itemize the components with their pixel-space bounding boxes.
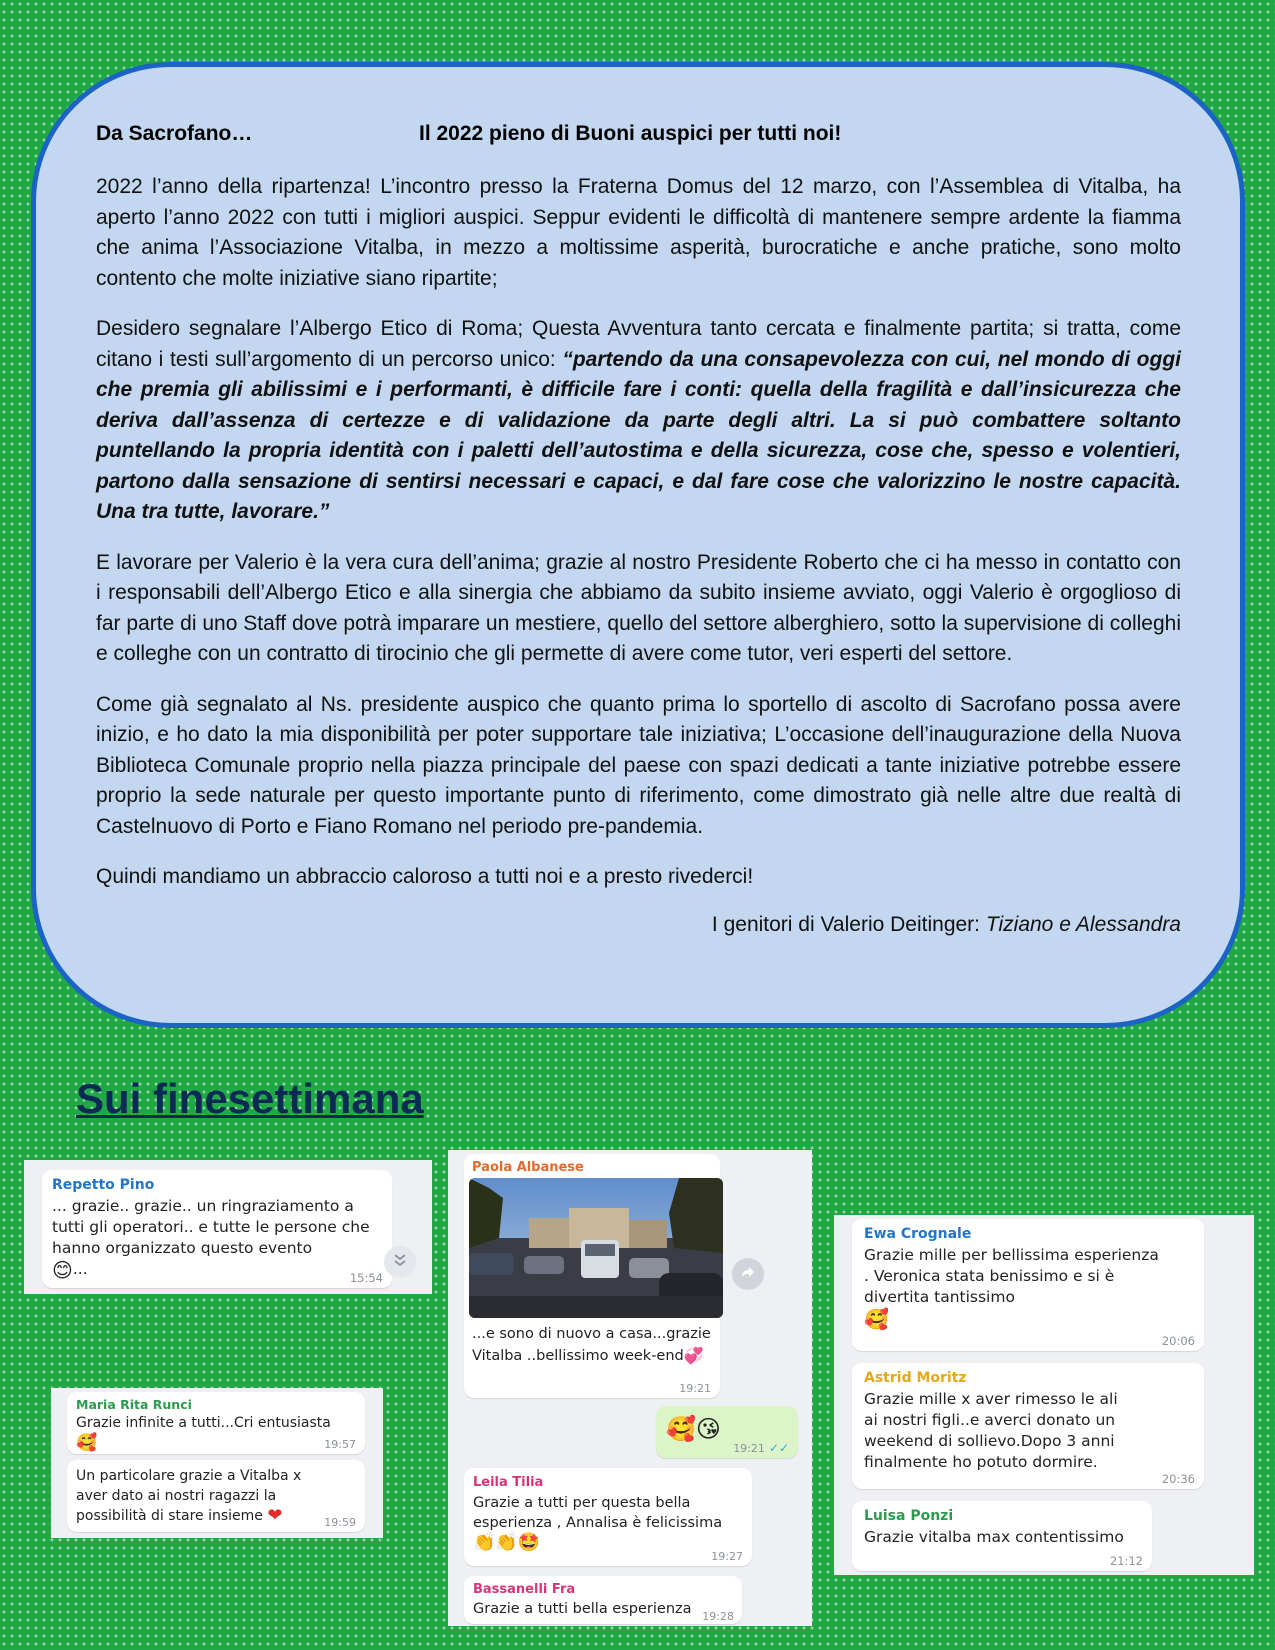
paragraph-5: Quindi mandiamo un abbraccio caloroso a tutti noi e a presto rivederci! (96, 865, 754, 888)
message-text: Grazie vitalba max contentissimo (864, 1528, 1124, 1546)
smiling-hearts-emoji-icon: 🥰 (864, 1306, 889, 1331)
photo-street-parking[interactable] (469, 1178, 723, 1318)
chat-message (67, 1460, 365, 1532)
sender-name: Repetto Pino (52, 1177, 155, 1193)
own-message-time: 19:21 (733, 1442, 765, 1455)
article-title: Il 2022 pieno di Buoni auspici per tutti noi! (419, 122, 842, 145)
paragraph-2 (96, 314, 1181, 528)
message-ellipsis: ... (72, 1260, 88, 1278)
red-heart-emoji-icon: ❤ (267, 1505, 283, 1526)
message-body: Grazie mille per bellissima esperienza . Veronica stata benissimo e si è divertita tantissimo (864, 1246, 1159, 1306)
message-time: 19:57 (324, 1438, 356, 1451)
message-text (473, 1493, 743, 1553)
message-time: 19:27 (711, 1550, 743, 1563)
sender-name: Maria Rita Runci (76, 1397, 192, 1412)
sender-name: Leila Tilia (473, 1475, 544, 1490)
chat-message (852, 1363, 1204, 1489)
message-time: 19:21 (679, 1382, 711, 1395)
signature (96, 913, 1181, 937)
own-message (656, 1406, 798, 1458)
section-title: Sui finesettimana (76, 1075, 424, 1122)
two-hearts-emoji-icon: 💞 (683, 1346, 704, 1365)
chat-message (852, 1219, 1204, 1351)
paragraph-2-intro: Desidero segnalare l’Albergo Etico di Roma; Questa Avventura tanto cercata e finalmente partita; si tratta, come citano i testi sull’argomento di un percorso unico: (96, 317, 1181, 371)
message-time: 19:59 (324, 1516, 356, 1529)
read-ticks-icon: ✓✓ (768, 1441, 789, 1455)
message-text (76, 1466, 334, 1526)
scroll-down-button[interactable] (384, 1246, 416, 1278)
double-chevron-down-icon (392, 1252, 408, 1273)
signature-prefix: I genitori di Valerio Deitinger: (711, 912, 986, 936)
clapping-star-struck-emoji-icon: 👏👏🤩 (473, 1532, 541, 1553)
article-from: Da Sacrofano… (96, 122, 253, 145)
message-text (52, 1196, 382, 1280)
chat-screenshot-2 (51, 1388, 383, 1538)
sender-name: Luisa Ponzi (864, 1508, 954, 1524)
chat-screenshot-1 (24, 1160, 432, 1294)
smile-emoji-icon: 😊 (52, 1257, 73, 1282)
message-text: Grazie a tutti bella esperienza (473, 1601, 692, 1617)
smiling-hearts-emoji-icon: 🥰 (76, 1433, 98, 1453)
article-body (96, 122, 1181, 937)
message-time: 20:36 (1161, 1472, 1195, 1486)
smiling-hearts-kiss-emoji-icon: 🥰😘 (666, 1415, 721, 1443)
sender-name: Astrid Moritz (864, 1370, 967, 1386)
signature-names: Tiziano e Alessandra (985, 912, 1181, 936)
message-body: Grazie infinite a tutti...Cri entusiasta (76, 1415, 331, 1431)
forward-button[interactable] (732, 1258, 764, 1290)
message-text (864, 1245, 1164, 1329)
chat-screenshot-3 (448, 1150, 812, 1626)
message-body: ... grazie.. grazie.. un ringraziamento a tutti gli operatori.. e tutte le persone che hanno organizzato questo evento (52, 1197, 370, 1257)
message-body: Grazie a tutti per questa bella esperienza , Annalisa è felicissima (473, 1495, 723, 1531)
message-time: 19:28 (702, 1610, 734, 1623)
paragraph-4: Come già segnalato al Ns. presidente auspico che quanto prima lo sportello di ascolto di Sacrofano possa avere inizio, e ho dato la mia disponibilità per poter supportare tale iniziativa; L’occasione dell’inaugurazione della Nuova Biblioteca Comunale proprio nella piazza principale del paese con spazi dedicati a tante iniziative potrebbe essere proprio la sede naturale per questo importante punto di riferimento, come dimostrato già nelle altre due realtà di Castelnuovo di Porto e Fiano Romano nel periodo pre-pandemia. (96, 692, 1181, 838)
message-time (733, 1441, 789, 1455)
chat-message (67, 1392, 365, 1454)
sender-name: Bassanelli Fra (473, 1582, 576, 1597)
forward-arrow-icon (740, 1264, 756, 1285)
chat-message (464, 1154, 720, 1398)
article-heading (96, 122, 1181, 146)
chat-screenshot-4 (834, 1215, 1254, 1575)
article-panel (31, 62, 1245, 1028)
paragraph-1: 2022 l’anno della ripartenza! L’incontro presso la Fraterna Domus del 12 marzo, con l’Assemblea di Vitalba, ha aperto l’anno 2022 con tutti i migliori auspici. Seppur evidenti le difficoltà di mantenere sempre ardente la fiamma che anima l’Associazione Vitalba, in mezzo a moltissime asperità, burocratiche e anche pratiche, sono molto contento che molte iniziative siano ripartite; (96, 175, 1181, 290)
message-body: ...e sono di nuovo a casa...grazie Vitalba ..bellissimo week-end (472, 1326, 711, 1364)
chat-message (464, 1576, 742, 1624)
chat-message (852, 1501, 1152, 1571)
paragraph-2-quote: “partendo da una consapevolezza con cui, nel mondo di oggi che premia gli abilissimi e i performanti, è difficile fare i conti: quella della fragilità e dall’insicurezza che deriva dall’assenza di certezze e di validazione da parte degli altri. La si può combattere soltanto puntellando la propria identità con i paletti dell’autostima e della sicurezza, cose che, spesso e volentieri, partono dalla sensazione di sentirsi necessari e capaci, e dal fare cose che valorizzino le nostre capacità. Una tra tutte, lavorare.” (96, 347, 1181, 523)
chat-message (464, 1468, 752, 1566)
message-time: 20:06 (1161, 1334, 1195, 1348)
message-text (76, 1413, 356, 1453)
message-body: Un particolare grazie a Vitalba x aver dato ai nostri ragazzi la possibilità di stare insieme (76, 1468, 302, 1524)
message-time: 21:12 (1109, 1554, 1143, 1568)
message-text (472, 1323, 712, 1367)
chat-message (42, 1170, 392, 1288)
paragraph-3: E lavorare per Valerio è la vera cura dell’anima; grazie al nostro Presidente Roberto che ci ha messo in contatto con i responsabili dell’Albergo Etico e alla sinergia che abbiamo da subito insieme avviato, oggi Valerio è orgoglioso di far parte di uno Staff dove potrà imparare un mestiere, quello del settore alberghiero, sotto la supervisione di colleghi e colleghe con un contratto di tirocinio che gli permette di avere come tutor, veri esperti del settore. (96, 550, 1181, 665)
message-time: 15:54 (349, 1271, 383, 1285)
sender-name: Paola Albanese (472, 1160, 584, 1175)
message-text: Grazie mille x aver rimesso le ali ai nostri figli..e averci donato un weekend di sollievo.Dopo 3 anni finalmente ho potuto dormire. (864, 1390, 1118, 1471)
sender-name: Ewa Crognale (864, 1226, 972, 1242)
